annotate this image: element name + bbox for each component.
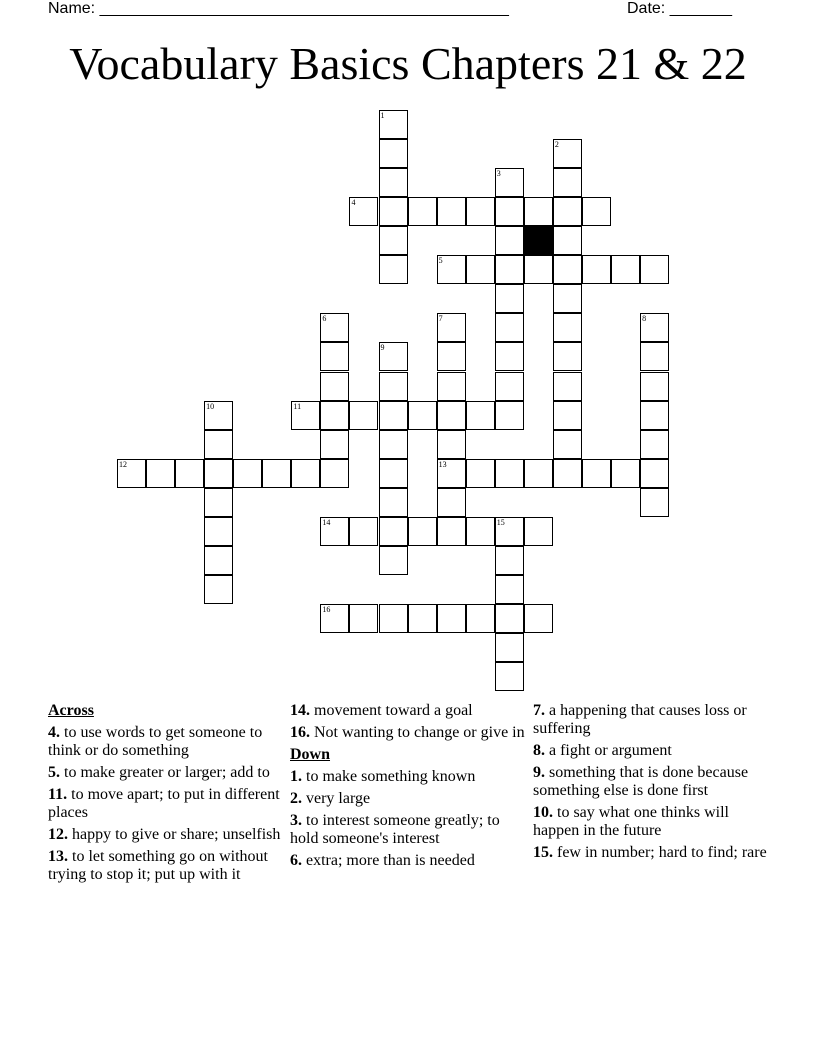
crossword-cell[interactable] [379,546,408,575]
crossword-cell[interactable] [495,372,524,401]
crossword-cell[interactable] [553,139,582,168]
crossword-cell[interactable] [175,459,204,488]
crossword-cell[interactable] [495,313,524,342]
crossword-cell[interactable] [204,546,233,575]
clue-number: 16. [290,724,310,741]
clue-text: few in number; hard to find; rare [557,844,767,861]
crossword-cell[interactable] [611,459,640,488]
date-field-label: Date: _______ [627,0,732,17]
cell-number: 6 [322,314,327,324]
crossword-cell[interactable] [437,517,466,546]
crossword-cell[interactable] [553,197,582,226]
crossword-cell[interactable] [379,342,408,371]
crossword-cell[interactable] [349,401,378,430]
crossword-cell[interactable] [553,401,582,430]
clue-text: a happening that causes loss or suffering [533,702,747,737]
clue-text: to let something go on without trying to stop it; put up with it [48,848,268,883]
crossword-cell[interactable] [408,517,437,546]
crossword-cell[interactable] [379,488,408,517]
crossword-cell[interactable] [379,430,408,459]
clues-column-3 [533,702,773,866]
crossword-cell[interactable] [320,459,349,488]
clue-number: 15. [533,844,553,861]
clue-number: 8. [533,742,545,759]
crossword-cell[interactable] [553,284,582,313]
crossword-cell[interactable] [437,430,466,459]
crossword-cell[interactable] [466,604,495,633]
clue-number: 14. [290,702,310,719]
cell-number: 2 [554,140,559,150]
clue-text: Not wanting to change or give in [314,724,525,741]
crossword-cell[interactable] [408,401,437,430]
crossword-cell[interactable] [291,401,320,430]
down-clue-9 [533,764,773,800]
crossword-cell[interactable] [320,604,349,633]
crossword-cell[interactable] [466,401,495,430]
clue-text: to make something known [306,768,476,785]
clue-number: 4. [48,724,60,741]
crossword-cell[interactable] [379,226,408,255]
crossword-cell[interactable] [553,168,582,197]
crossword-cell[interactable] [408,197,437,226]
crossword-cell[interactable] [146,459,175,488]
down-heading: Down [290,746,331,763]
clue-number: 7. [533,702,545,719]
crossword-cell[interactable] [117,459,146,488]
down-clue-6 [290,852,526,870]
across-clue-16 [290,724,526,742]
crossword-cell[interactable] [495,342,524,371]
crossword-cell[interactable] [553,459,582,488]
crossword-cell[interactable] [553,430,582,459]
across-clue-4 [48,724,286,760]
clue-number: 5. [48,764,60,781]
cell-number: 15 [496,517,505,527]
cell-number: 11 [293,401,302,411]
crossword-cell[interactable] [582,459,611,488]
crossword-cell[interactable] [640,430,669,459]
crossword-cell[interactable] [320,401,349,430]
crossword-cell[interactable] [495,575,524,604]
crossword-cell[interactable] [320,430,349,459]
cell-number: 1 [380,111,385,120]
crossword-cell[interactable] [524,604,553,633]
crossword-cell[interactable] [437,255,466,284]
crossword-cell[interactable] [495,168,524,197]
clue-text: to make greater or larger; add to [64,764,270,781]
crossword-cell[interactable] [437,488,466,517]
crossword-cell[interactable] [437,372,466,401]
crossword-cell[interactable] [437,401,466,430]
crossword-cell[interactable] [495,633,524,662]
crossword-cell[interactable] [553,313,582,342]
cell-number: 14 [322,517,331,527]
crossword-cell[interactable] [466,517,495,546]
down-clue-7 [533,702,773,738]
name-field-label: Name: ______________________________________________ [48,0,509,17]
crossword-cell[interactable] [553,255,582,284]
crossword-cell[interactable] [640,342,669,371]
clues-column-2 [290,702,526,874]
clue-number: 13. [48,848,68,865]
down-clue-1 [290,768,526,786]
crossword-cell[interactable] [204,430,233,459]
crossword-cell[interactable] [204,459,233,488]
clue-text: a fight or argument [549,742,672,759]
page-title: Vocabulary Basics Chapters 21 & 22 [69,38,747,89]
crossword-cell[interactable] [495,255,524,284]
crossword-cell[interactable] [437,459,466,488]
down-clue-15 [533,844,773,862]
clue-text: movement toward a goal [314,702,473,719]
crossword-cell[interactable] [466,197,495,226]
crossword-cell[interactable] [495,284,524,313]
cell-number: 10 [206,401,215,411]
crossword-cell[interactable] [204,575,233,604]
crossword-cell[interactable] [640,488,669,517]
crossword-cell[interactable] [640,255,669,284]
crossword-cell[interactable] [437,313,466,342]
crossword-cell[interactable] [553,342,582,371]
clue-text: extra; more than is needed [306,852,475,869]
crossword-cell[interactable] [379,110,408,139]
crossword-cell[interactable] [466,459,495,488]
crossword-cell[interactable] [320,517,349,546]
blocked-cell [524,226,553,255]
cell-number: 7 [438,314,443,324]
crossword-cell[interactable] [379,459,408,488]
crossword-cell[interactable] [582,255,611,284]
crossword-cell[interactable] [379,372,408,401]
crossword-cell[interactable] [524,459,553,488]
crossword-cell[interactable] [204,401,233,430]
down-clue-2 [290,790,526,808]
crossword-cell[interactable] [495,226,524,255]
clue-number: 2. [290,790,302,807]
cell-number: 5 [438,256,443,266]
down-clue-3 [290,812,526,848]
clue-number: 11. [48,786,68,803]
across-clue-11 [48,786,286,822]
clue-text: something that is done because something else is done first [533,764,749,799]
crossword-cell[interactable] [437,342,466,371]
cell-number: 8 [642,314,647,324]
crossword-cell[interactable] [495,197,524,226]
crossword-cell[interactable] [233,459,262,488]
across-clue-5 [48,764,286,782]
down-clue-10 [533,804,773,840]
crossword-cell[interactable] [524,197,553,226]
crossword-cell[interactable] [320,342,349,371]
clue-number: 3. [290,812,302,829]
crossword-cell[interactable] [611,255,640,284]
crossword-cell[interactable] [640,372,669,401]
crossword-cell[interactable] [553,226,582,255]
clue-number: 1. [290,768,302,785]
clue-text: very large [306,790,371,807]
crossword-cell[interactable] [204,488,233,517]
across-clue-12 [48,826,286,844]
cell-number: 13 [438,459,447,469]
crossword-cell[interactable] [640,401,669,430]
clue-text: to say what one thinks will happen in the future [533,804,729,839]
crossword-cell[interactable] [495,604,524,633]
crossword-cell[interactable] [204,517,233,546]
crossword-cell[interactable] [640,459,669,488]
clue-number: 12. [48,826,68,843]
crossword-cell[interactable] [582,197,611,226]
crossword-cell[interactable] [349,517,378,546]
clue-number: 9. [533,764,545,781]
crossword-cell[interactable] [379,604,408,633]
across-clue-14 [290,702,526,720]
crossword-cell[interactable] [379,401,408,430]
clue-text: to use words to get someone to think or do something [48,724,263,759]
crossword-cell[interactable] [262,459,291,488]
crossword-cell[interactable] [495,662,524,691]
clues-column-1 [48,702,286,888]
crossword-cell[interactable] [291,459,320,488]
across-clue-13 [48,848,286,884]
cell-number: 3 [496,169,501,179]
crossword-cell[interactable] [495,517,524,546]
crossword-cell[interactable] [379,197,408,226]
cell-number: 4 [351,198,356,208]
crossword-cell[interactable] [379,517,408,546]
cell-number: 16 [322,605,331,615]
clue-text: to move apart; to put in different places [48,786,280,821]
crossword-cell[interactable] [320,313,349,342]
crossword-cell[interactable] [640,313,669,342]
crossword-cell[interactable] [495,459,524,488]
crossword-cell[interactable] [495,401,524,430]
crossword-cell[interactable] [379,168,408,197]
clue-text: happy to give or share; unselfish [72,826,281,843]
clue-number: 6. [290,852,302,869]
across-heading: Across [48,702,94,719]
clue-number: 10. [533,804,553,821]
crossword-cell[interactable] [379,255,408,284]
crossword-cell[interactable] [408,604,437,633]
crossword-cell[interactable] [524,255,553,284]
crossword-cell[interactable] [437,604,466,633]
crossword-cell[interactable] [553,372,582,401]
cell-number: 9 [380,343,385,353]
crossword-cell[interactable] [320,372,349,401]
crossword-cell[interactable] [495,546,524,575]
cell-number: 12 [119,459,127,469]
crossword-cell[interactable] [437,197,466,226]
crossword-cell[interactable] [349,197,378,226]
crossword-cell[interactable] [466,255,495,284]
down-clue-8 [533,742,773,760]
crossword-cell[interactable] [524,517,553,546]
clue-text: to interest someone greatly; to hold someone's interest [290,812,500,847]
crossword-cell[interactable] [379,139,408,168]
crossword-cell[interactable] [349,604,378,633]
